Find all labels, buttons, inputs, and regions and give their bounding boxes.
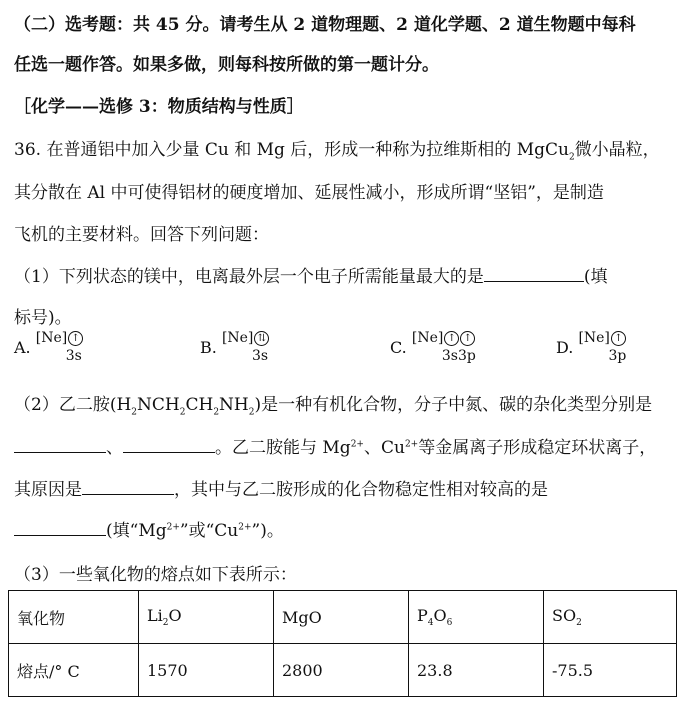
orbital-icon: ↑	[611, 331, 626, 346]
table-header-cell: $Li_2O$	[139, 591, 274, 644]
part1-prompt: （1）下列状态的镁中，电离最外层一个电子所需能量最大的是 (填	[14, 267, 608, 287]
answer-blank[interactable]	[14, 438, 106, 453]
table-header-cell: 氧化物	[9, 591, 139, 644]
table-row	[9, 591, 677, 644]
table-header-cell: $SO_2$	[544, 591, 677, 644]
part2-prompt-line3: 其原因是 ，其中与乙二胺形成的化合物稳定性相对较高的是	[14, 480, 548, 500]
answer-blank[interactable]	[484, 267, 584, 282]
option-d[interactable]: D. [Ne] ↑ 3p	[556, 330, 627, 364]
part2-prompt-line1: （2）乙二胺$(H_2NCH_2CH_2NH_2)$是一种有机化合物，分子中氮、碳的杂化类型分别是	[14, 395, 653, 418]
part2-prompt-line4: (填“$Mg^{2+}$”或“$Cu^{2+}$”)。	[14, 516, 284, 541]
part1-prompt-end: 标号)。	[14, 308, 72, 328]
table-header-cell: MgO	[274, 591, 409, 644]
melting-point-table	[8, 590, 677, 697]
table-row	[9, 644, 677, 697]
table-cell: -75.5	[544, 644, 677, 697]
section-heading-line1: （二）选考题：共 45 分。请考生从 2 道物理题、2 道化学题、2 道生物题中每科	[14, 15, 636, 35]
section-heading-line2: 任选一题作答。如果多做，则每科按所做的第一题计分。	[14, 55, 439, 75]
part3-prompt: （3）一些氧化物的熔点如下表所示：	[14, 565, 297, 585]
answer-blank[interactable]	[82, 480, 174, 495]
answer-blank[interactable]	[123, 438, 215, 453]
orbital-icon: ↑	[460, 331, 475, 346]
option-c[interactable]: C. [Ne] ↑ ↑ 3s3p	[390, 330, 476, 364]
question-intro-line2: 其分散在 Al 中可使得铝材的硬度增加、延展性减小，形成所谓“坚铝”，是制造	[14, 183, 604, 203]
table-cell: 23.8	[409, 644, 544, 697]
orbital-icon: ⇅	[254, 331, 269, 346]
section-title: ［化学——选修 3：物质结构与性质］	[14, 97, 304, 117]
table-header-cell: $P_4O_6$	[409, 591, 544, 644]
option-a[interactable]: A. [Ne] ↑ 3s	[14, 330, 82, 364]
answer-blank[interactable]	[14, 521, 106, 536]
part2-prompt-line2: 、 。乙二胺能与 $Mg^{2+}$、$Cu^{2+}$等金属离子形成稳定环状离子，	[14, 433, 656, 458]
table-cell: 熔点/° C	[9, 644, 139, 697]
orbital-icon: ↑	[444, 331, 459, 346]
table-cell: 2800	[274, 644, 409, 697]
question-intro-line3: 飞机的主要材料。回答下列问题：	[14, 225, 269, 245]
table-cell: 1570	[139, 644, 274, 697]
question-intro-line1: 36. 在普通铝中加入少量 Cu 和 Mg 后，形成一种称为拉维斯相的 MgCu$_2$微小晶粒，	[14, 140, 660, 163]
option-b[interactable]: B. [Ne] ⇅ 3s	[200, 330, 269, 364]
orbital-icon: ↑	[68, 331, 83, 346]
